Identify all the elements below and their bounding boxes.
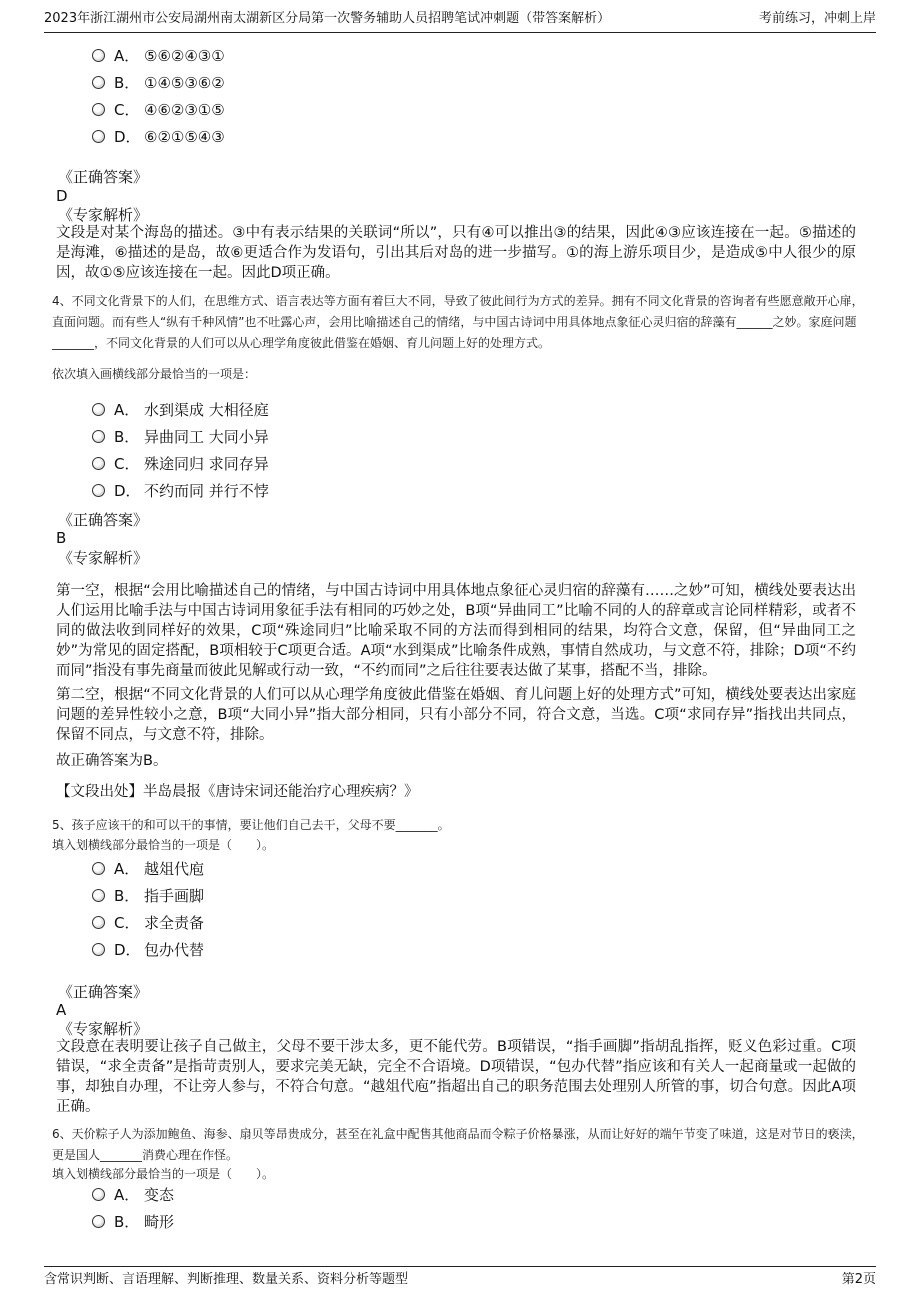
- radio-icon[interactable]: [92, 76, 105, 89]
- q5-analysis-label: 《专家解析》: [58, 1020, 149, 1038]
- q3-option-d[interactable]: D． ⑥②①⑤④③: [92, 125, 225, 149]
- radio-icon[interactable]: [92, 889, 105, 902]
- q3-answer: D: [56, 187, 68, 205]
- q6-prompt: 填入划横线部分最恰当的一项是（ ）。: [52, 1167, 275, 1181]
- radio-icon[interactable]: [92, 49, 105, 62]
- q4-source: 【文段出处】半岛晨报《唐诗宋词还能治疗心理疾病？》: [56, 784, 419, 800]
- radio-icon[interactable]: [92, 430, 105, 443]
- radio-icon[interactable]: [92, 1188, 105, 1201]
- q5-option-a[interactable]: A． 越俎代庖: [92, 857, 204, 881]
- radio-icon[interactable]: [92, 916, 105, 929]
- q4-stem: 4、不同文化背景下的人们，在思维方式、语言表达等方面有着巨大不同，导致了彼此间行为方式的差异。拥有不同文化背景的咨询者有些愿意敞开心扉，直面问题。而有些人“纵有千种风情”也不吐露心声，会用比喻描述自己的情绪，与中国古诗词中用具体地点象征心灵归宿的辞藻有______之妙。家庭问题_______，不同文化背景的人们可以从心理学角度彼此借鉴在婚姻、育儿问题上好的处理方式。: [52, 294, 864, 350]
- q4-option-c[interactable]: C． 殊途同归 求同存异: [92, 452, 269, 476]
- q4-analysis-label: 《专家解析》: [58, 549, 149, 567]
- q5-option-b[interactable]: B． 指手画脚: [92, 884, 204, 908]
- q4-option-a[interactable]: A． 水到渠成 大相径庭: [92, 398, 269, 422]
- radio-icon[interactable]: [92, 1215, 105, 1228]
- q4-prompt: 依次填入画横线部分最恰当的一项是：: [52, 367, 257, 381]
- q5-option-d[interactable]: D． 包办代替: [92, 938, 204, 962]
- q5-answer: A: [56, 1001, 67, 1019]
- q4-conclusion: 故正确答案为B。: [56, 753, 168, 769]
- radio-icon[interactable]: [92, 130, 105, 143]
- q3-answer-label: 《正确答案》: [58, 168, 149, 186]
- document-title: 2023年浙江湖州市公安局湖州南太湖新区分局第一次警务辅助人员招聘笔试冲刺题（带答案解析）: [44, 11, 611, 26]
- q4-analysis-p2: 第二空，根据“不同文化背景的人们可以从心理学角度彼此借鉴在婚姻、育儿问题上好的处理方式”可知，横线处要表达出家庭问题的差异性较小之意，B项“大同小异”指大部分相同，只有小部分不同，符合文意，当选。C项“求同存异”指找出共同点，保留不同点，与文意不符，排除。: [56, 687, 856, 743]
- radio-icon[interactable]: [92, 484, 105, 497]
- q5-stem: 5、孩子应该干的和可以干的事情，要让他们自己去干，父母不要_______。: [52, 818, 450, 832]
- q3-analysis-label: 《专家解析》: [58, 206, 149, 224]
- q6-option-b[interactable]: B． 畸形: [92, 1210, 174, 1234]
- q3-option-b[interactable]: B． ①④⑤③⑥②: [92, 71, 225, 95]
- radio-icon[interactable]: [92, 103, 105, 116]
- q5-prompt: 填入划横线部分最恰当的一项是（ ）。: [52, 838, 275, 852]
- q4-option-d[interactable]: D． 不约而同 并行不悖: [92, 479, 269, 503]
- q3-analysis: 文段是对某个海岛的描述。③中有表示结果的关联词“所以”，只有④可以推出③的结果，因此④③应该连接在一起。⑤描述的是海滩，⑥描述的是岛，故⑥更适合作为发语句，引出其后对岛的进一步描写。①的海上游乐项目少，是造成⑤中人很少的原因，故①⑤应该连接在一起。因此D项正确。: [56, 225, 856, 281]
- q3-option-a[interactable]: A． ⑤⑥②④③①: [92, 44, 225, 68]
- q4-option-b[interactable]: B． 异曲同工 大同小异: [92, 425, 269, 449]
- q5-analysis: 文段意在表明要让孩子自己做主，父母不要干涉太多，更不能代劳。B项错误，“指手画脚”指胡乱指挥，贬义色彩过重。C项错误，“求全责备”是指苛责别人，要求完美无缺，完全不合语境。D项错误，“包办代替”指应该和有关人一起商量或一起做的事，却独自办理，不让旁人参与，不符合句意。“越俎代庖”指超出自己的职务范围去处理别人所管的事，切合句意。因此A项正确。: [56, 1039, 856, 1115]
- q4-answer: B: [56, 529, 67, 547]
- page-header: [44, 6, 876, 33]
- radio-icon[interactable]: [92, 862, 105, 875]
- footer-topics: 含常识判断、言语理解、判断推理、数量关系、资料分析等题型: [44, 1272, 409, 1287]
- page-number: 第2页: [841, 1272, 876, 1287]
- header-motto: 考前练习，冲刺上岸: [758, 11, 876, 26]
- q6-option-a[interactable]: A． 变态: [92, 1183, 174, 1207]
- q3-option-c[interactable]: C． ④⑥②③①⑤: [92, 98, 225, 122]
- q6-stem: 6、天价粽子人为添加鲍鱼、海参、扇贝等昂贵成分，甚至在礼盒中配售其他商品而令粽子价格暴涨，从而让好好的端午节变了味道，这是对节日的亵渎，更是国人_______消费心理在作怪。: [52, 1127, 864, 1162]
- q5-answer-label: 《正确答案》: [58, 983, 149, 1001]
- page-footer: [44, 1266, 876, 1291]
- q4-answer-label: 《正确答案》: [58, 511, 149, 529]
- radio-icon[interactable]: [92, 457, 105, 470]
- q4-analysis-p1: 第一空，根据“会用比喻描述自己的情绪，与中国古诗词中用具体地点象征心灵归宿的辞藻有……之妙”可知，横线处要表达出人们运用比喻手法与中国古诗词用象征手法有相同的巧妙之处，B项“异曲同工”比喻不同的人的辞章或言论同样精彩，或者不同的做法收到同样好的效果，C项“殊途同归”比喻采取不同的方法而得到相同的结果，均符合文意，保留，但“异曲同工之妙”为常见的固定搭配，B项相较于C项更合适。A项“水到渠成”比喻条件成熟，事情自然成功，与文意不符，排除；D项“不约而同”指没有事先商量而彼此见解或行动一致，“不约而同”之后往往要表达做了某事，搭配不当，排除。: [56, 583, 856, 679]
- radio-icon[interactable]: [92, 943, 105, 956]
- radio-icon[interactable]: [92, 403, 105, 416]
- q5-option-c[interactable]: C． 求全责备: [92, 911, 204, 935]
